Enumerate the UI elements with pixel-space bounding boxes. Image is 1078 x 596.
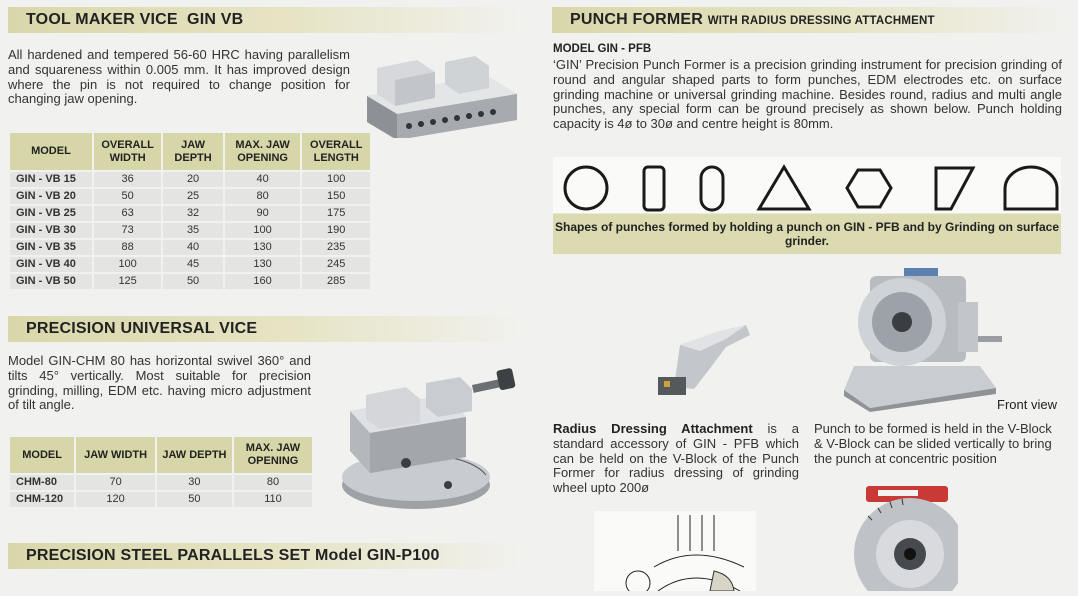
- length-cell: 100: [302, 172, 370, 187]
- table-row: [10, 475, 312, 490]
- col-overall-width: OVERALL WIDTH: [94, 133, 162, 170]
- opening-cell: 110: [234, 492, 312, 507]
- length-cell: 285: [302, 274, 370, 289]
- opening-cell: 130: [225, 257, 301, 272]
- table-row: [10, 206, 370, 221]
- vblock-text: Punch to be formed is held in the V-Block & V-Block can be slided vertically to bring the punch at concentric position: [814, 421, 1052, 466]
- punch-heading-suffix: WITH RADIUS DRESSING ATTACHMENT: [707, 15, 935, 27]
- width-cell: 70: [76, 475, 155, 490]
- opening-cell: 80: [225, 189, 301, 204]
- punch-former-image: [840, 262, 1005, 417]
- table-row: [10, 274, 370, 289]
- table-row: [10, 492, 312, 507]
- model-cell: GIN - VB 30: [10, 223, 92, 238]
- length-cell: 190: [302, 223, 370, 238]
- table-row: [10, 223, 370, 238]
- punch-shapes-panel: [553, 157, 1061, 254]
- vice-heading: TOOL MAKER VICE GIN VB: [26, 11, 244, 28]
- depth-cell: 25: [163, 189, 222, 204]
- width-cell: 36: [94, 172, 162, 187]
- parallels-heading-band: [8, 543, 523, 569]
- width-cell: 120: [76, 492, 155, 507]
- universal-table-header-row: [10, 437, 312, 473]
- triangle-shape-icon: [759, 167, 809, 209]
- universal-heading: PRECISION UNIVERSAL VICE: [26, 320, 258, 337]
- radius-dressing-title: Radius Dressing Attachment: [553, 421, 753, 436]
- opening-cell: 80: [234, 475, 312, 490]
- col-overall-length: OVERALL LENGTH: [302, 133, 370, 170]
- depth-cell: 50: [163, 274, 222, 289]
- rectangle-shape-icon: [644, 167, 664, 210]
- col-jaw-depth: JAW DEPTH: [163, 133, 222, 170]
- col-jaw-depth: JAW DEPTH: [157, 437, 232, 473]
- table-row: [10, 257, 370, 272]
- width-cell: 50: [94, 189, 162, 204]
- punch-description: ‘GIN’ Precision Punch Former is a precision grinding instrument for precision grinding of round and angular shaped parts to form punches, EDM electrodes etc. on surface grinding machine or universal grinding machine. Besides round, radius and multi angle punches, any special form can be ground precisely as shown below. Punch holding capacity is 4ø to 30ø and centre height is 80mm.: [553, 57, 1062, 132]
- hexagon-shape-icon: [847, 170, 891, 207]
- width-cell: 100: [94, 257, 162, 272]
- universal-vice-image: [336, 365, 526, 520]
- trapezoid-shape-icon: [936, 168, 973, 209]
- col-model: MODEL: [10, 437, 74, 473]
- front-view-label: Front view: [997, 397, 1057, 412]
- col-jaw-width: JAW WIDTH: [76, 437, 155, 473]
- width-cell: 73: [94, 223, 162, 238]
- slot-shape-icon: [701, 167, 723, 210]
- tool-maker-vice-image: [357, 48, 522, 143]
- model-cell: GIN - VB 50: [10, 274, 92, 289]
- width-cell: 125: [94, 274, 162, 289]
- punch-model: MODEL GIN - PFB: [553, 43, 652, 55]
- opening-cell: 40: [225, 172, 301, 187]
- vice-specs-table: [8, 131, 372, 291]
- model-cell: CHM-120: [10, 492, 74, 507]
- depth-cell: 20: [163, 172, 222, 187]
- width-cell: 88: [94, 240, 162, 255]
- punch-heading-title: PUNCH FORMER: [570, 11, 704, 28]
- vice-description: All hardened and tempered 56-60 HRC having parallelism and squareness within 0.005 mm. It has improved design where the pin is not required to change position for changing jaw opening.: [8, 47, 350, 107]
- universal-specs-table: [8, 435, 314, 509]
- table-row: [10, 172, 370, 187]
- punch-sketch-image: [594, 511, 756, 596]
- punch-heading-band: [552, 7, 1070, 33]
- width-cell: 63: [94, 206, 162, 221]
- circle-shape-icon: [565, 167, 607, 209]
- opening-cell: 90: [225, 206, 301, 221]
- universal-description: Model GIN-CHM 80 has horizontal swivel 360° and tilts 45° vertically. Most suitable for precision grinding, milling, EDM etc. having micro adjustment of tilt angle.: [8, 353, 311, 413]
- length-cell: 175: [302, 206, 370, 221]
- vice-table-header-row: [10, 133, 370, 170]
- length-cell: 235: [302, 240, 370, 255]
- depth-cell: 32: [163, 206, 222, 221]
- model-cell: GIN - VB 40: [10, 257, 92, 272]
- model-cell: GIN - VB 25: [10, 206, 92, 221]
- radius-dressing-body: is a standard accessory of GIN - PFB which can be held on the V-Block of the Punch Former for radius dressing of grinding wheel upto 200ø: [553, 421, 799, 496]
- opening-cell: 100: [225, 223, 301, 238]
- col-max-jaw-opening: MAX. JAW OPENING: [234, 437, 312, 473]
- model-cell: GIN - VB 20: [10, 189, 92, 204]
- opening-cell: 130: [225, 240, 301, 255]
- length-cell: 245: [302, 257, 370, 272]
- radius-dressing-text: [553, 422, 799, 496]
- depth-cell: 35: [163, 223, 222, 238]
- vice-heading-band: [8, 7, 523, 33]
- parallels-heading: PRECISION STEEL PARALLELS SET Model GIN-P100: [26, 547, 440, 564]
- depth-cell: 40: [163, 240, 222, 255]
- col-max-jaw-opening: MAX. JAW OPENING: [225, 133, 301, 170]
- col-model: MODEL: [10, 133, 92, 170]
- punch-former-detail-image: [838, 480, 958, 596]
- table-row: [10, 189, 370, 204]
- universal-heading-band: [8, 316, 523, 342]
- model-cell: GIN - VB 15: [10, 172, 92, 187]
- depth-cell: 45: [163, 257, 222, 272]
- punch-heading: [570, 11, 935, 29]
- length-cell: 150: [302, 189, 370, 204]
- shapes-caption: Shapes of punches formed by holding a punch on GIN - PFB and by Grinding on surface grinder.: [554, 220, 1060, 248]
- depth-cell: 30: [157, 475, 232, 490]
- model-cell: GIN - VB 35: [10, 240, 92, 255]
- d-shape-icon: [1005, 167, 1057, 209]
- radius-attachment-image: [650, 325, 760, 410]
- table-row: [10, 240, 370, 255]
- model-cell: CHM-80: [10, 475, 74, 490]
- opening-cell: 160: [225, 274, 301, 289]
- depth-cell: 50: [157, 492, 232, 507]
